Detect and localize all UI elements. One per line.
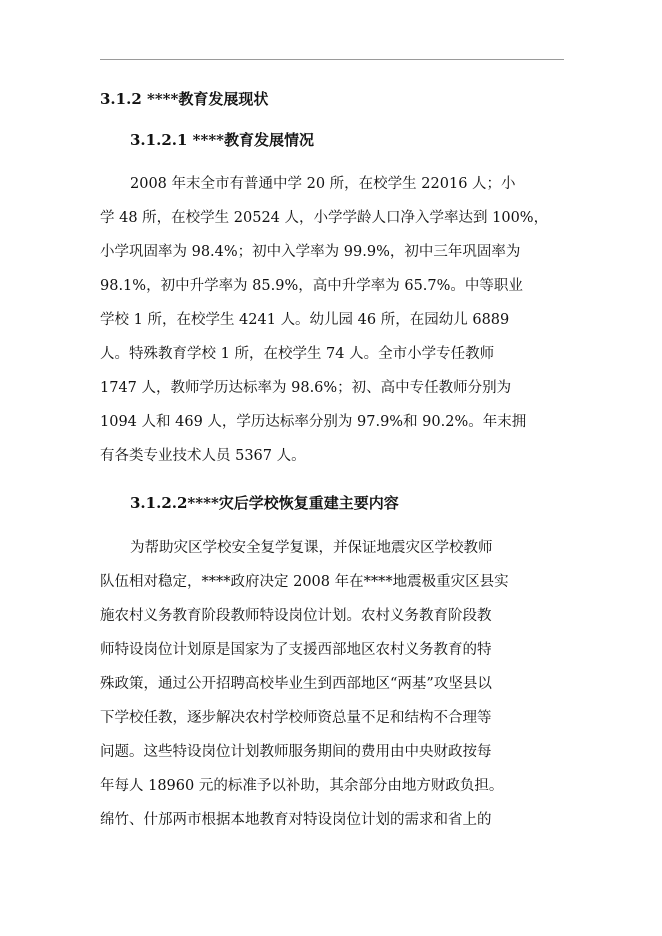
text-line: 年每人 18960 元的标准予以补助，其余部分由地方财政负担。 — [100, 778, 504, 794]
text-line: 施农村义务教育阶段教师特设岗位计划。农村义务教育阶段教 — [100, 608, 492, 624]
subsection-heading-3-1-2-2: 3.1.2.2****灾后学校恢复重建主要内容 — [130, 494, 399, 512]
text-line: 有各类专业技术人员 5367 人。 — [100, 448, 306, 464]
text-line: 问题。这些特设岗位计划教师服务期间的费用由中央财政按每 — [100, 744, 492, 760]
text-line: 队伍相对稳定，****政府决定 2008 年在****地震极重灾区县实 — [100, 574, 509, 590]
text-line: 殊政策，通过公开招聘高校毕业生到西部地区“两基”攻坚县以 — [100, 676, 492, 692]
text-line: 绵竹、什邡两市根据本地教育对特设岗位计划的需求和省上的 — [100, 812, 492, 828]
text-line: 学 48 所，在校学生 20524 人，小学学龄人口净入学率达到 100%， — [100, 210, 549, 226]
text-line: 1747 人，教师学历达标率为 98.6%；初、高中专任教师分别为 — [100, 380, 512, 396]
subsection-heading-3-1-2-1: 3.1.2.1 ****教育发展情况 — [130, 131, 315, 149]
text-line: 小学巩固率为 98.4%；初中入学率为 99.9%，初中三年巩固率为 — [100, 244, 521, 260]
header-rule — [100, 59, 564, 60]
text-line: 人。特殊教育学校 1 所，在校学生 74 人。全市小学专任教师 — [100, 346, 495, 362]
text-line: 为帮助灾区学校安全复学复课，并保证地震灾区学校教师 — [130, 540, 493, 556]
text-line: 1094 人和 469 人，学历达标率分别为 97.9%和 90.2%。年末拥 — [100, 414, 527, 430]
text-line: 师特设岗位计划原是国家为了支援西部地区农村义务教育的特 — [100, 642, 492, 658]
text-line: 下学校任教，逐步解决农村学校师资总量不足和结构不合理等 — [100, 710, 492, 726]
text-line: 98.1%，初中升学率为 85.9%，高中升学率为 65.7%。中等职业 — [100, 278, 523, 294]
text-line: 2008 年末全市有普通中学 20 所，在校学生 22016 人；小 — [130, 176, 516, 192]
text-line: 学校 1 所，在校学生 4241 人。幼儿园 46 所，在园幼儿 6889 — [100, 312, 510, 328]
section-heading-3-1-2: 3.1.2 ****教育发展现状 — [100, 90, 269, 108]
